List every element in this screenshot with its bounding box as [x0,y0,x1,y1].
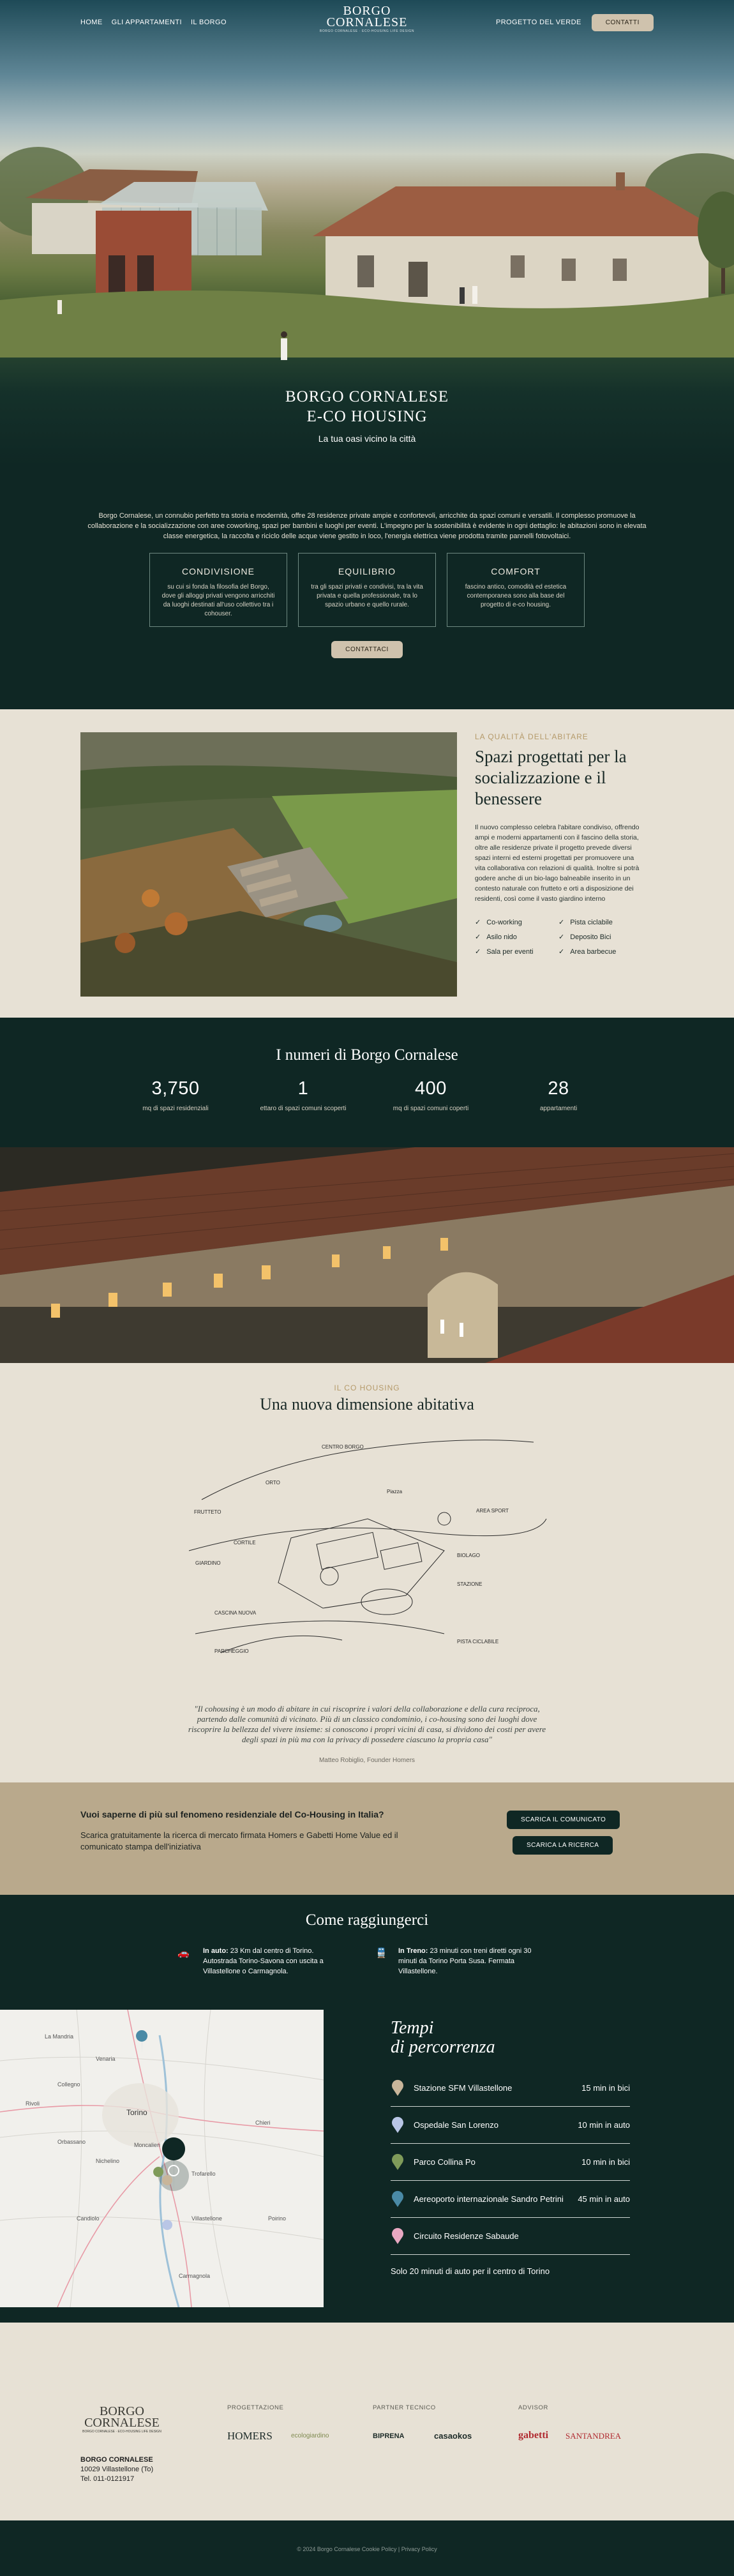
quote-author: Matteo Robiglio, Founder Homers [318,1757,416,1764]
top-navigation [0,0,734,45]
card-text: fascino antico, comodità ed estetica contemporanea sono alla base del progetto di e-co housing. [465,584,567,608]
footer-logo[interactable] [80,2406,163,2434]
map-label: Rivoli [26,2100,40,2107]
nav-left-links [80,19,227,26]
map-label: Nichelino [96,2158,120,2164]
logo-line-1: BORGO [343,4,391,18]
cohousing-quote: "Il cohousing è un modo di abitare in cui riscoprire i valori della collaborazione e della cura reciproca, partendo dalle comunità di vicinato. Più di un classico condominio, i co-housing sono dei luoghi dove riscoprire la bellezza del vivere insieme: si conoscono i propri vicini di casa, si dividono dei costi per avere degli spazi in più ma con la privacy di possedere ciascuno la propria casa" [188,1704,546,1744]
feature-item: ✓ Co-working [475,918,558,926]
stat-item [239,1078,367,1112]
quality-content [475,732,642,956]
card-equilibrio [298,553,436,627]
stat-value: 400 [415,1078,447,1099]
travel-time: 45 min in auto [578,2194,630,2204]
download-press-release-button[interactable]: SCARICA IL COMUNICATO [507,1811,620,1829]
travel-row [391,2181,630,2218]
nav-link-appartamenti[interactable]: GLI APPARTAMENTI [111,19,182,26]
stat-label: ettaro di spazi comuni scoperti [260,1105,347,1112]
sketch-label: STAZIONE [457,1581,483,1587]
map-label: Poirino [268,2215,287,2222]
travel-time: 10 min in auto [578,2120,630,2130]
card-title: COMFORT [491,566,541,576]
contattaci-button[interactable]: CONTATTACI [331,641,403,658]
reach-by-car [203,1946,343,1977]
map-label: La Mandria [45,2033,74,2040]
logo-tagline: BORGO CORNALESE · ECO-HOUSING LIFE DESIGN [319,29,415,33]
travel-row [391,2144,630,2181]
car-icon: 🚗 [177,1948,190,1959]
location-pin-icon [391,2190,405,2208]
cta-description: Scarica gratuitamente la ricerca di mercato firmata Homers e Gabetti Home Value ed il comunicato stampa dell'iniziativa [80,1830,398,1851]
location-pin-icon [391,2079,405,2097]
travel-row [391,2218,630,2255]
cohousing-section [0,1363,734,1782]
nav-right [496,14,654,31]
sketch-label: Piazza [387,1489,403,1495]
travel-title-line-1: Tempi [391,2018,434,2038]
reach-title: Come raggiungerci [305,1911,429,1929]
map-label: Chieri [255,2120,271,2126]
stat-item [112,1078,239,1112]
feature-item: ✓ Deposito Bici [558,933,642,941]
map-label: Torino [126,2108,147,2117]
address-name: BORGO CORNALESE [80,2456,153,2464]
stat-value: 1 [297,1078,309,1099]
quality-title: Spazi progettati per la socializzazione e il benessere [475,747,627,808]
address-city: 10029 Villastellone (To) [80,2466,154,2473]
sketch-label: ORTO [266,1480,280,1486]
map-label: Orbassano [57,2139,86,2145]
cta-question: Vuoi saperne di più sul fenomeno residenziale del Co-Housing in Italia? [80,1809,384,1819]
footer-col-progettazione: PROGETTAZIONE [227,2404,284,2411]
footer-logo-line-1: BORGO [99,2404,144,2418]
location-pin-icon [391,2227,405,2245]
card-text: tra gli spazi privati e condivisi, tra la vita privata e quella professionale, tra lo spazio urbano e quello rurale. [311,584,423,608]
sketch-label: GIARDINO [195,1560,221,1566]
map-label: Collegno [57,2081,80,2088]
feature-item: ✓ Asilo nido [475,933,558,941]
sketch-label: PARCHEGGIO [214,1648,249,1654]
location-pin-icon [391,2153,405,2171]
logo-ecologiardino[interactable]: ecologiardino [291,2432,329,2439]
stat-label: appartamenti [539,1105,578,1112]
travel-times [391,2010,630,2276]
feature-item: ✓ Area barbecue [558,947,642,956]
logo-biprena[interactable]: BIPRENA [373,2432,405,2440]
train-icon: 🚆 [375,1948,387,1959]
travel-destination: Ospedale San Lorenzo [414,2120,498,2130]
cohousing-title: Una nuova dimensione abitativa [260,1395,474,1413]
copyright-bar [0,2520,734,2576]
quality-eyebrow: LA QUALITÀ DELL'ABITARE [475,732,588,741]
site-sketch-illustration [176,1423,559,1698]
download-cta-section [0,1782,734,1895]
quality-section [0,709,734,1018]
logo-homers[interactable]: HOMERS [227,2430,273,2442]
sketch-label: BIOLAGO [457,1553,481,1558]
numbers-title: I numeri di Borgo Cornalese [276,1046,458,1064]
hero-title-line-1: BORGO CORNALESE [285,388,449,405]
quality-text: Il nuovo complesso celebra l'abitare condiviso, offrendo ampi e moderni appartamenti con il fascino della storia, oltre alle residenze private il progetto prevede diversi spazi interni ed esterni progettati per promuovere una vita collaborativa con relazioni di qualità. Inoltre si potrà godere anche di un bio-lago balneabile inserito in un contesto naturale con frutteto e orti a disposizione dei residenti, così come il vasto giardino interno [475,824,640,903]
map-label: Candiolo [77,2215,100,2222]
hero-section [0,0,734,466]
logo-gabetti[interactable]: gabetti [518,2430,549,2441]
car-text: 23 Km dal centro di Torino. Autostrada Torino-Savona con uscita a Villastellone o Carmagnola. [203,1947,324,1975]
copyright-text[interactable]: © 2024 Borgo Cornalese Cookie Policy | Privacy Policy [297,2546,437,2552]
card-text: su cui si fonda la filosofia del Borgo, dove gli alloggi privati vengono arricchiti da luoghi destinati all'uso collettivo tra i cohouser. [161,584,275,617]
site-logo[interactable] [320,5,414,33]
hero-title-line-2: E-CO HOUSING [306,408,428,425]
travel-time: 10 min in bici [581,2157,630,2167]
contact-button[interactable]: CONTATTI [592,14,654,31]
sketch-label: CORTILE [234,1540,256,1546]
map-times-section [0,2010,734,2323]
aerial-photo [80,732,457,997]
footer-col-advisor: ADVISOR [518,2404,548,2411]
logo-line-2: CORNALESE [326,15,408,29]
value-cards [0,553,734,627]
feature-list [475,918,642,956]
map-label: Villastellone [191,2215,222,2222]
stat-item [367,1078,495,1112]
logo-santandrea[interactable]: SANTANDREA [565,2431,622,2441]
sketch-label: FRUTTETO [194,1509,221,1515]
cohousing-eyebrow: IL CO HOUSING [334,1383,400,1392]
hero-heading [0,387,734,444]
download-research-button[interactable]: SCARICA LA RICERCA [513,1836,613,1855]
sketch-label: PISTA CICLABILE [457,1639,499,1645]
car-label: In auto: [203,1947,228,1955]
travel-footnote: Solo 20 minuti di auto per il centro di Torino [391,2266,550,2276]
reach-by-train [398,1946,539,1977]
location-pin-icon [391,2116,405,2134]
card-title: CONDIVISIONE [182,566,255,576]
travel-destination: Parco Collina Po [414,2157,476,2167]
hero-subtitle: La tua oasi vicino la città [318,433,416,444]
travel-row [391,2107,630,2144]
travel-title-line-2: di percorrenza [391,2037,495,2057]
travel-destination: Aereoporto internazionale Sandro Petrini [414,2194,564,2204]
travel-destination: Stazione SFM Villastellone [414,2083,513,2093]
map-label: Trofarello [191,2171,216,2177]
travel-time: 15 min in bici [581,2083,630,2093]
logo-casaokos[interactable]: casaokos [434,2431,472,2441]
reach-section [0,1895,734,2010]
train-label: In Treno: [398,1947,428,1955]
intro-section [0,466,734,709]
travel-row [391,2070,630,2107]
nav-link-home[interactable]: HOME [80,19,103,26]
train-text: 23 minuti con treni diretti ogni 30 minuti da Torino Porta Susa. Fermata Villastellone. [398,1947,532,1975]
sketch-label: CASCINA NUOVA [214,1610,257,1616]
feature-item: ✓ Pista ciclabile [558,918,642,926]
nav-link-borgo[interactable]: IL BORGO [190,19,227,26]
barn-photo [0,1147,734,1363]
stat-label: mq di spazi residenziali [142,1105,209,1112]
numbers-section [0,1018,734,1147]
stat-item [495,1078,622,1112]
footer-logo-line-2: CORNALESE [84,2416,160,2430]
travel-destination: Circuito Residenze Sabaude [414,2231,519,2241]
map-label: Moncalieri [134,2142,161,2148]
location-map[interactable] [0,2010,324,2307]
map-label: Venaria [96,2056,116,2062]
sketch-label: CENTRO BORGO [322,1444,364,1450]
footer-address [80,2455,153,2484]
card-condivisione [149,553,287,627]
address-phone: Tel. 011-0121917 [80,2475,135,2483]
stat-label: mq di spazi comuni coperti [393,1105,469,1112]
stat-value: 3,750 [151,1078,200,1099]
feature-item: ✓ Sala per eventi [475,947,558,956]
footer [0,2323,734,2520]
sketch-label: AREA SPORT [476,1508,509,1514]
travel-times-title [391,2019,630,2057]
card-title: EQUILIBRIO [338,566,396,576]
card-comfort [447,553,585,627]
stat-value: 28 [548,1078,569,1099]
stats-row [0,1078,734,1112]
footer-logo-tagline: BORGO CORNALESE · ECO-HOUSING LIFE DESIGN [82,2430,161,2434]
map-label: Carmagnola [179,2273,211,2279]
intro-text: Borgo Cornalese, un connubio perfetto tra storia e modernità, offre 28 residenze private ampie e confortevoli, arricchite da spazi comuni e versatili. Il complesso promuove la collaborazione e la socializzazione con aree coworking, spazi per bambini e luoghi per eventi. L'impegno per la sostenibilità è evidente in ogni dettaglio: le abitazioni sono in elevata classe energetica, la raccolta e riciclo delle acque viene gestito in loco, l'energia elettrica viene prodotta tramite pannelli fotovoltaici. [87,512,647,540]
footer-col-partner: PARTNER TECNICO [373,2404,436,2411]
nav-link-verde[interactable]: PROGETTO DEL VERDE [495,19,581,26]
